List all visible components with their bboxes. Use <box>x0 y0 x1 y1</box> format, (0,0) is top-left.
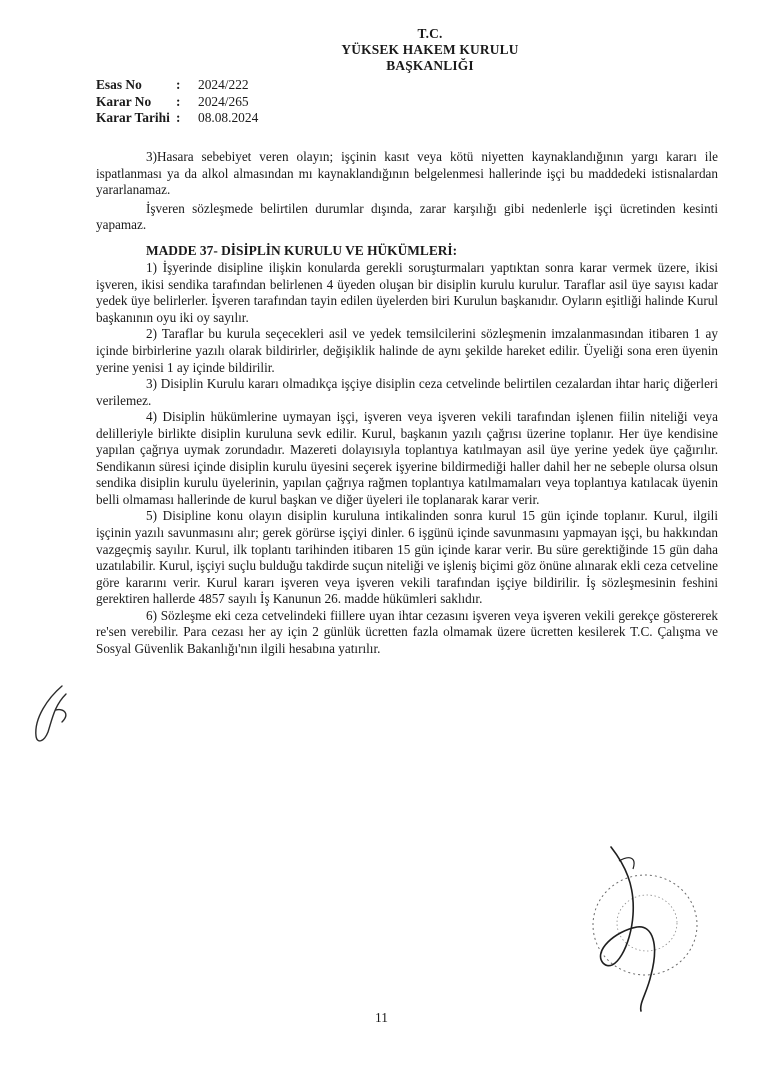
paragraph-isveren: İşveren sözleşmede belirtilen durumlar dışında, zarar karşılığı gibi nedenlerle işçi ücretinden kesinti yapamaz. <box>96 200 718 233</box>
meta-row-tarih <box>96 110 258 127</box>
case-metadata <box>96 77 258 127</box>
document-header <box>230 26 630 74</box>
meta-colon: : <box>176 93 181 109</box>
madde-item-2: 2) Taraflar bu kurula seçecekleri asil ve yedek temsilcilerini sözleşmenin imzalanmasından itibaren 1 ay içinde birbirlerine yazılı olarak bildirirler, değişiklik halinde de aynı şekilde hareket edilir. Üyeliği sona eren üyenin yerine yenisi 1 ay içinde bildirilir. <box>96 326 718 375</box>
meta-value: 2024/222 <box>198 77 249 92</box>
header-tc: T.C. <box>417 26 443 41</box>
meta-colon: : <box>176 77 181 92</box>
meta-label: Karar No <box>96 93 152 109</box>
madde-item-6: 6) Sözleşme eki ceza cetvelindeki fiillere uyan ihtar cezasını işveren veya işveren vekili gerekçe göstererek re'sen verebilir. Para cezası her ay için 2 günlük ücretten fazla olmamak üzere ücretten kesilerek T.C. Çalışma ve Sosyal Güvenlik Bakanlığı'nın ilgili hesabına yatırılır. <box>96 607 718 656</box>
paragraph-3: 3)Hasara sebebiyet veren olayın; işçinin kasıt veya kötü niyetten kaynaklandığının yargı kararı ile ispatlanması ya da alkol almasından mı kaynaklandığının belgelenmesi hallerinde işçi bu maddedeki istisnalardan yararlanamaz. <box>96 149 718 198</box>
meta-value: 2024/265 <box>198 93 249 109</box>
madde-37-title: MADDE 37- DİSİPLİN KURULU VE HÜKÜMLERİ: <box>146 242 458 258</box>
meta-label: Esas No <box>96 77 142 92</box>
page-number: 11 <box>375 1010 388 1025</box>
madde-item-3: 3) Disiplin Kurulu kararı olmadıkça işçiye disiplin ceza cetvelinde belirtilen cezalardan ihtar hariç diğerleri verilemez. <box>96 376 718 408</box>
signature-stamp-seal <box>575 835 715 1020</box>
madde-item-5: 5) Disipline konu olayın disiplin kuruluna intikalinden sonra kurul 15 gün içinde toplanır. Kurul, ilgili işçinin yazılı savunmasını alır; gerek görürse işçiyi dinler. 6 işgünü içinde savunmasını yapmayan işçi, bu hakkından vazgeçmiş sayılır. Kurul, ilk toplantı tarihinden itibaren 15 gün içinde karar verir. Bu süre gerektiğinde 15 gün daha uzatılabilir. Kurul, işçiyi suçlu bulduğu takdirde suçun niteliği ve işleniş biçimi göz önüne alınarak ekli ceza cetveline göre kararını verir. Kurul kararı işveren veya işveren vekili tarafından işçiye bildirilir. İş sözleşmesinin feshini gerektiren hallerde 4857 sayılı İş Kanunun 26. madde hükümleri saklıdır. <box>96 508 718 607</box>
madde-item-1: 1) İşyerinde disipline ilişkin konularda gerekli soruşturmaları yaptıktan sonra karar vermek üzere, ikisi işveren, ikisi sendika tarafından belirlenen 4 üyeden oluşan bir disiplin kurulu kurulur. Taraflar asil üye sayısı kadar yedek üye belirlerler. İşveren tarafından tayin edilen üyelerden biri Kurulun başkanıdır. Oyların eşitliği halinde Kurul başkanının oyu iki oy sayılır. <box>96 260 718 325</box>
header-institution: YÜKSEK HAKEM KURULU <box>341 42 519 57</box>
meta-value: 08.08.2024 <box>198 110 259 126</box>
handwritten-initials <box>22 680 82 755</box>
meta-label: Karar Tarihi <box>96 110 170 126</box>
document-body <box>96 149 718 657</box>
meta-row-karar <box>96 94 258 111</box>
meta-row-esas <box>96 77 258 94</box>
header-office: BAŞKANLIĞI <box>386 58 474 73</box>
madde-item-4: 4) Disiplin hükümlerine uymayan işçi, işveren veya işveren vekili tarafından işlenen fiilin niteliği veya delilleriyle birlikte disiplin kuruluna sevk edilir. Kurul, başkanın yazılı çağrısı üzerine toplanır. Her üye kendisine yapılan çağrıya uymak zorundadır. Mazereti dolayısıyla toplantıya katılmayan asil üye yerine yedek üye çağırılır. Sendikanın süresi içinde disiplin kurulu üyesini seçerek işyerine bildirmediği haller dahil her ne sebeple olursa olsun sendika disiplin kurulu üyelerinin, yapılan çağrıya rağmen toplantıya katılmamaları veya toplantıya katılacak üyenin belli olmaması hallerinde de kurul başkan ve diğer üyeleri ile toplanarak karar verir. <box>96 409 718 507</box>
meta-colon: : <box>176 110 181 126</box>
